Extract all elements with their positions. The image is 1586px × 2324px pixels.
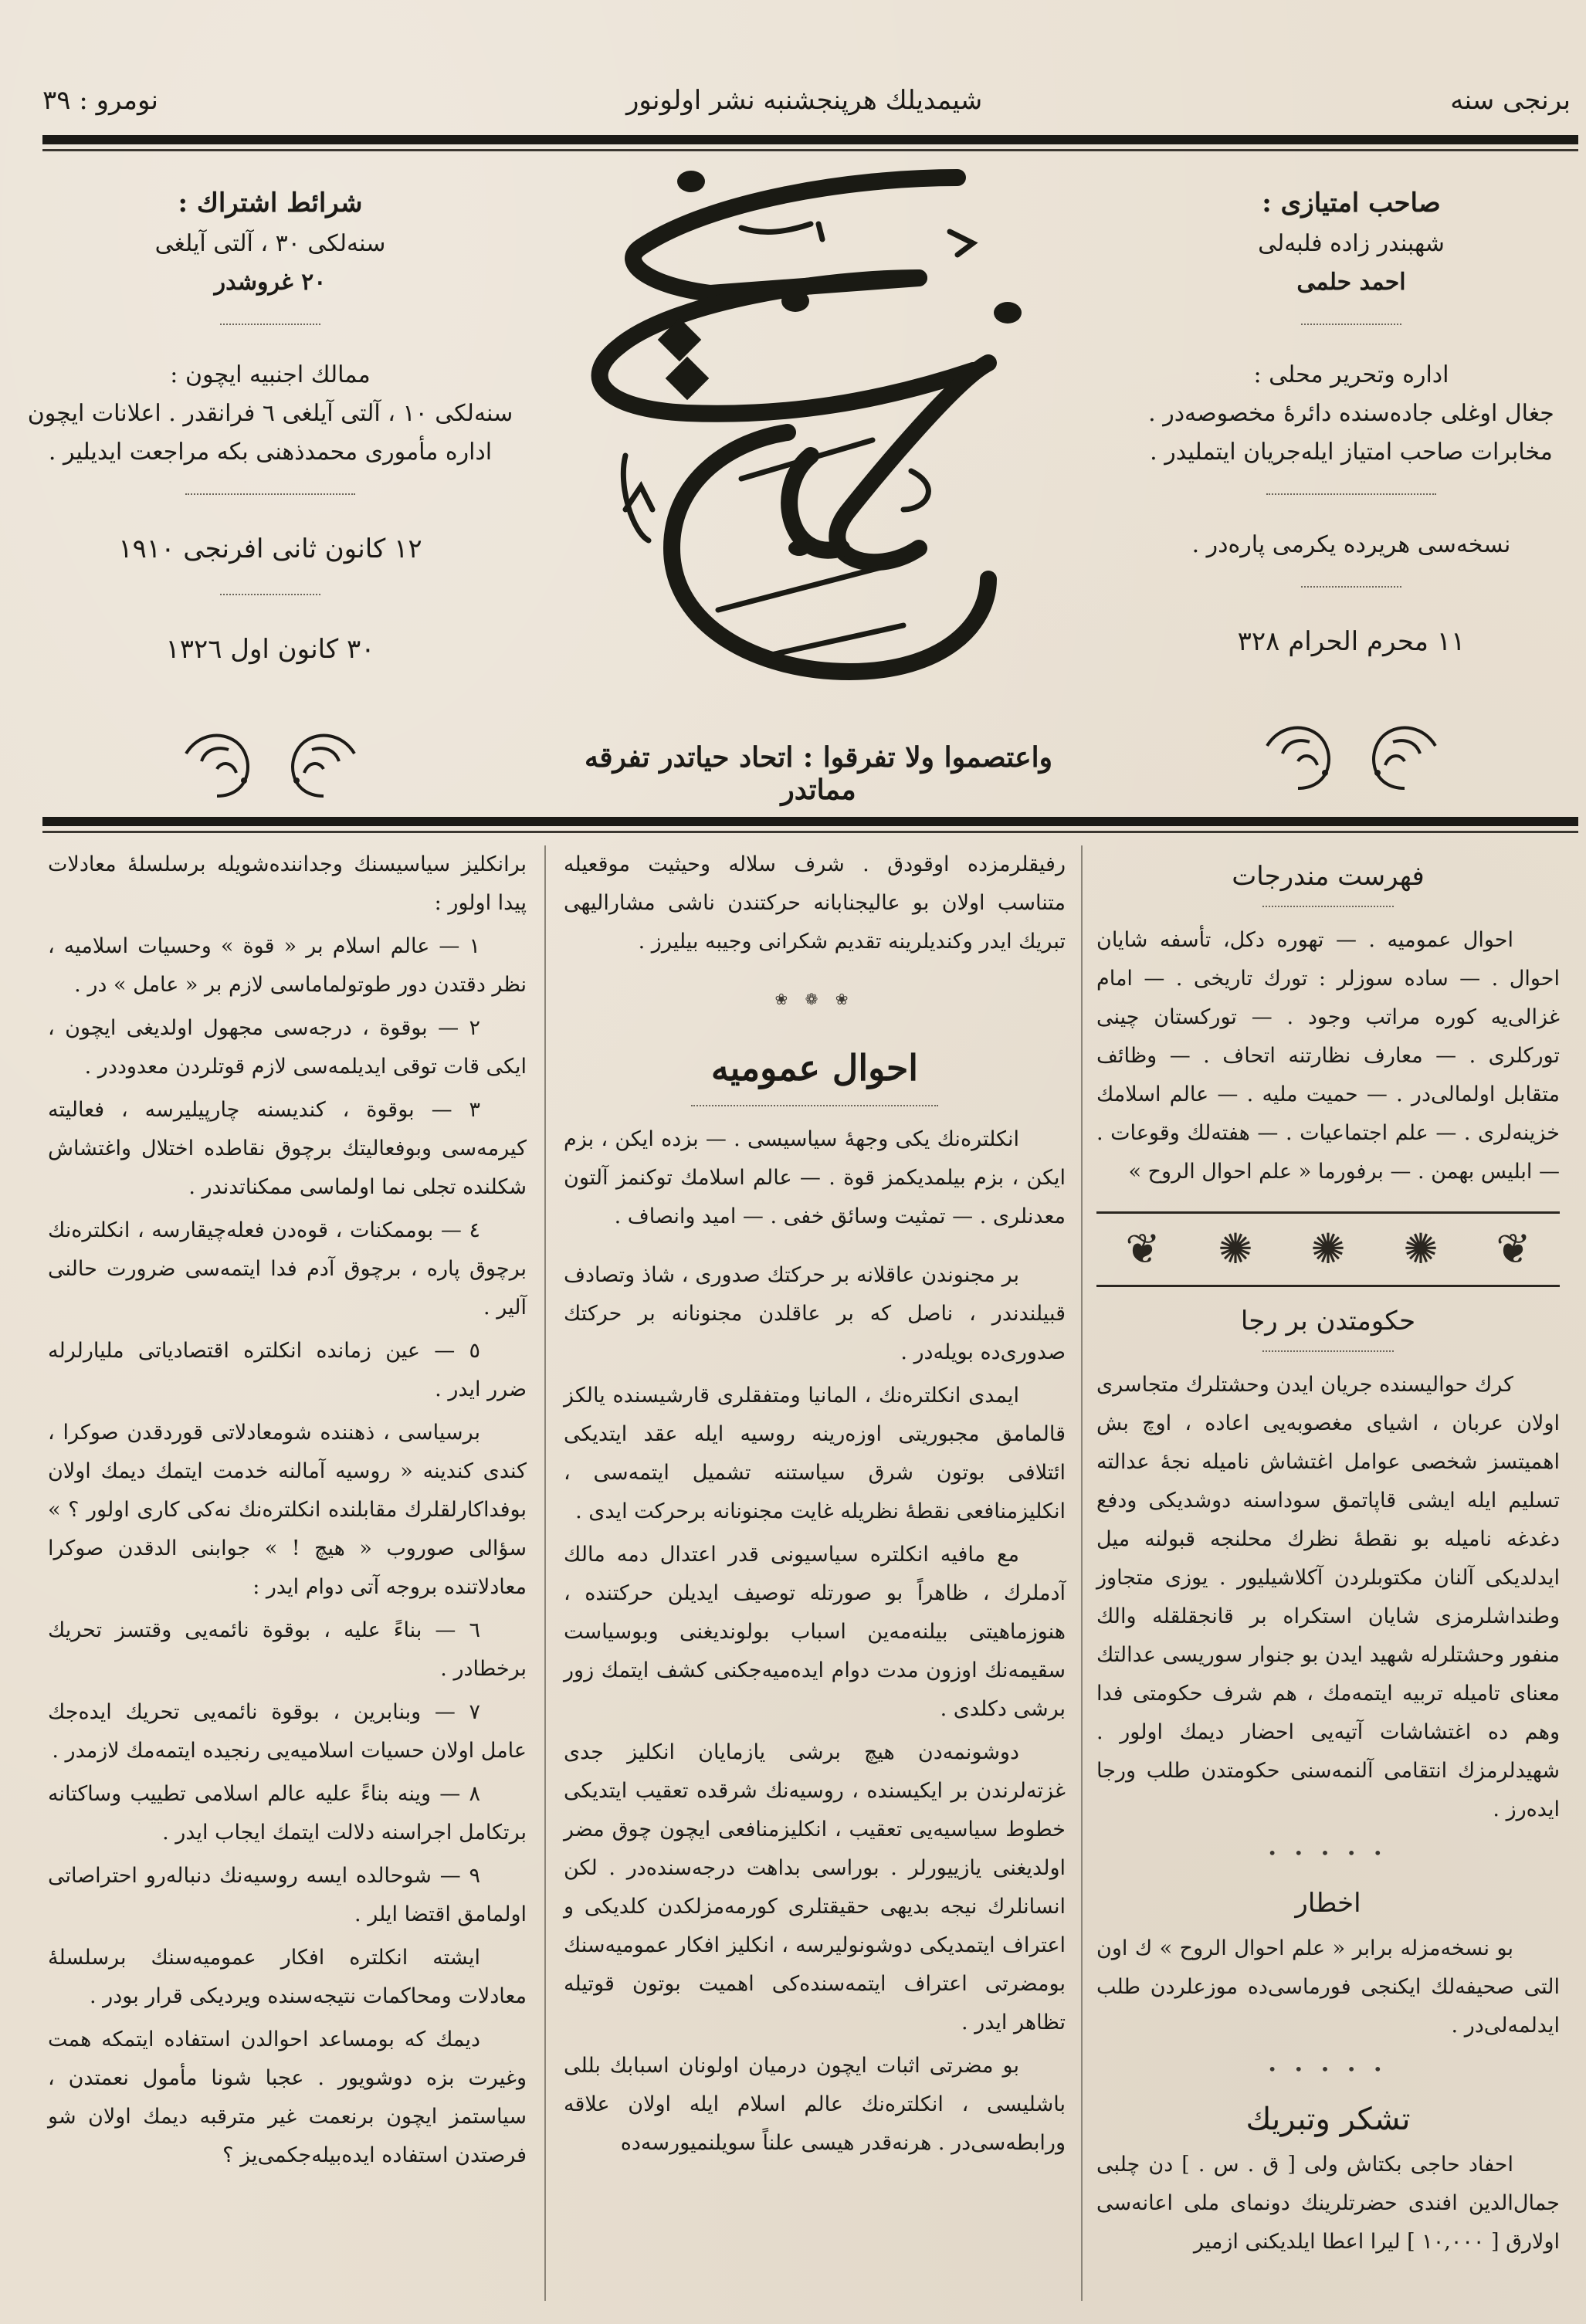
floral-separator: ❀ ❁ ❀ <box>774 990 855 1008</box>
column-right <box>1096 845 1560 2266</box>
column-left <box>48 845 527 2180</box>
masthead-logo <box>541 147 1050 706</box>
hijri-date: ١١ محرم الحرام ٣٢٨ <box>1237 626 1466 657</box>
header-rule-thick <box>42 135 1578 144</box>
masthead-subscription-block <box>15 181 525 804</box>
masthead-motto: واعتصموا ولا تفرقوا : اتحاد حیاتدر تفرقه مماتدر <box>585 741 1052 806</box>
article-title: حكومتدن بر رجا <box>1240 1306 1416 1336</box>
floral-banner-ornament <box>1096 1211 1560 1287</box>
subscription-line-2: ٢٠ غروشدر <box>214 269 327 296</box>
foreign-heading: ممالك اجنبیه ایچون : <box>170 361 371 388</box>
issue-number: نومرو : ٣٩ <box>42 85 159 116</box>
intro-text: برانكلیز سیاسیسنك وجداننده‌شویله برسلسلۀ معادلات پیدا اولور : <box>48 852 527 915</box>
owner-name: احمد حلمی <box>1296 269 1406 296</box>
flourish-icon: ❦ <box>1496 1225 1531 1273</box>
thanks-text: احفاد حاجی بكتاش ولی [ ق . س . ] دن چلبی جمال‌الدین افندی حضرتلرینك دونمای ملی اعانه‌سی اولارق [ ١٠,٠٠٠ ] لیرا اعطا ایلدیكنی ازمیر <box>1096 2153 1560 2254</box>
divider-ornament <box>1262 903 1394 907</box>
paragraph: بو مضرتی اثبات ایچون درمیان اولونان اسبابك بللی باشلیسی ، انكلتره‌نك عالم اسلام ایله اولان علاقه ورابطه‌سی‌در . هرنه‌قدر هیسی علناً سویلنمیورسه‌ده <box>564 2054 1066 2155</box>
dots-separator: • • • • • <box>1267 1844 1389 1862</box>
column-middle <box>564 845 1066 2167</box>
numbered-point: ٣ — بوقوة ، كندیسنه چارپیلیرسه ، فعالیته كیرمه‌سی وبوفعالیتك برچوق نقاطده اختلال واغتشاش شكلنده تجلی نما اولماسی ممكناتدندر . <box>48 1098 527 1199</box>
office-line-2: مخابرات صاحب امتیاز ایله‌جریان ایتملیدر . <box>1150 439 1553 466</box>
numbered-point: ٤ — بوممكنات ، قوه‌دن فعله‌چیقارسه ، انكلتره‌نك برچوق پاره ، برچوق آدم فدا ایتمه‌سی ضرورت حالنی آلیر . <box>48 1218 527 1320</box>
paragraph: ایشته انكلتره افكار عمومیه‌سنك برسلسلۀ معادلات ومحاكمات نتیجه‌سنده ویردیكی قرار بودر . <box>48 1946 527 2008</box>
owner-heading: صاحب امتیازی : <box>1262 188 1441 219</box>
scroll-ornament-icon <box>1256 719 1340 796</box>
paragraph: دوشونمه‌دن هیچ برشی یازمایان انكلیز جدی غزته‌لرندن بر ایكیسنده ، روسیه‌نك شرقده تعقیب ایتدیكی خطوط سیاسیه‌یی تعقیب ، انكلیزمنافعی ایچون چوق مضر اولدیغنی یازییورلر . بوراسی بداهت درجه‌سنده‌در . لكن انسانلرك نیجه بدیهی حقیقتلری كورمه‌مزلكدن كلدیكی و اعتراف ایتمدیكی دوشونولیرسه ، انكلیز افكار عمومیه‌سنك بومضرتی اعتراف ایتمه‌سنده‌كی اهمیت بوتون قوتیله تظاهر ایدر . <box>564 1740 1066 2034</box>
flower-icon: ✺ <box>1403 1225 1439 1273</box>
divider-squiggle <box>1301 581 1401 588</box>
divider-dotted <box>691 1102 938 1106</box>
subscription-heading: شرائط اشتراك : <box>178 188 363 219</box>
paragraph: دیمك كه بومساعد احوالدن استفاده ایتمكه همت وغیرت بزه دوشویور . عجبا شونا مأمول نعمتدن ، سیاستمز ایچون برنعمت غیر مترقبه دیمك اولان شو فرصتدن استفاده ایده‌بیله‌جكمی‌یز ؟ <box>48 2028 527 2167</box>
paragraph: برسیاسی ، ذهننده شومعادلاتی قوردقدن صوكرا ، كندی كندینه « روسیه آمالنه خدمت ایتمك دیمك اولان بوفداكارلقلرك مقابلنده انكلتره‌نك نه‌كی كاری اولور ؟ » سؤالی صوروب « هیچ ! » جوابنی الدقدن صوكرا معادلاتنده بروجه آتی دوام ایدر : <box>48 1421 527 1599</box>
paragraph: ایمدی انكلتره‌نك ، المانیا ومتفقلری قارشیسنده یالكز قالمامق مجبوریتی اوزه‌رینه روسیه ایله عقد ایتدیكی ائتلافی بوتون شرق سیاستنه تشمیل ایتمه‌سی ، انكلیزمنافعی نقطۀ نظریله غایت مجنونانه برحركت ایدی . <box>564 1384 1066 1523</box>
dots-separator: • • • • • <box>1267 2060 1389 2078</box>
divider-squiggle <box>185 489 355 495</box>
foreign-line-2: اداره مأموری محمدذهنی بكه مراجعت ایدیلیر . <box>48 439 493 466</box>
hikmet-calligraphy-logo <box>556 147 1035 703</box>
numbered-point: ٢ — بوقوة ، درجه‌سی مجهول اولدیغی ایچون ، ایكی قات توقی ایدیلمه‌سی لازم قوتلردن معدوددر . <box>48 1016 527 1079</box>
year-label: برنجی سنه <box>1450 85 1571 116</box>
thanks-title: تشكر وتبریك <box>1245 2102 1411 2137</box>
column-divider <box>1081 845 1083 2301</box>
paragraph: بر مجنوندن عاقلانه بر حركتك صدوری ، شاذ وتصادف قبیلندندر ، ناصل كه بر عاقلدن مجنونانه بر حركتك صدوری‌ده بویله‌در . <box>564 1263 1066 1364</box>
numbered-point: ١ — عالم اسلام بر « قوة » وحسیات اسلامیه ، نظر دقتدن دور طوتولماماسی لازم بر « عامل » در . <box>48 934 527 997</box>
numbered-point: ٥ — عین زمانده انكلتره اقتصادیاتی ملیارلرله ضرر ایدر . <box>48 1339 527 1401</box>
notice-text: بو نسخه‌مزله برابر « علم احوال الروح » ك اون التی صحیفه‌لك ایكنجی فورماسی‌ده موزعلردن طلب ایدلمه‌لی‌در . <box>1096 1936 1560 2038</box>
numbered-point: ٨ — وینه بناءً علیه عالم اسلامی تطییب وساكتانه برتكامل اجراسنه دلالت ایتمك ایجاب ایدر . <box>48 1782 527 1845</box>
divider-squiggle <box>1262 1347 1394 1352</box>
owner-line-1: شهبندر زاده فلبه‌لی <box>1258 230 1445 257</box>
intro-text: رفیقلرمزده اوقودق . شرف سلاله وحیثیت موقعیله متناسب اولان بو عالیجنابانه حركتندن ناشی مشارالیهی تبریك ایدر وكندیلرینه تقدیم شكرانی وجیبه بیلیرز . <box>564 852 1066 954</box>
scroll-ornament-icon <box>281 727 366 804</box>
section-summary: انكلتره‌نك یكی وجهۀ سیاسیسی . — بزده ایكن ، بزم ایكن ، بزم بیلمدیكمز قوة . — عالم اسلامك توكنمز آلتون معدنلری . — تمثیت وسائق خفی . — امید وانصاف . <box>564 1127 1066 1228</box>
rumi-date: ٣٠ كانون اول ١٣٢٦ <box>165 634 375 665</box>
flower-icon: ✺ <box>1218 1225 1253 1273</box>
numbered-point: ٦ — بناءً علیه ، بوقوة نائمه‌یی وقتسز تحریك برخطادر . <box>48 1618 527 1681</box>
numbered-point: ٩ — شوحالده ایسه روسیه‌نك دنباله‌رو احتراصاتی اولمامق اقتضا ایلر . <box>48 1864 527 1926</box>
numbered-point: ٧ — وبنابرین ، بوقوة نائمه‌یی تحریك ایده‌جك عامل اولان حسیات اسلامیه‌یی رنجیده ایتمه‌مك لازمدر . <box>48 1700 527 1763</box>
article-text: كرك حوالیسنده جریان ایدن وحشتلرك متجاسری اولان عربان ، اشیای مغصوبه‌یی اعاده ، اوچ بش اهمیتسز شخصی عوامل اغتشاش نامیله نجۀ عدالته تسلیم ایله ایشی قاپاتمق سوداسنه دوشدیكی ودفع دغدغه نامیله بو نقطۀ نظرك محلنجه قبولنه میل ایدلدیكی آلنان مكتوبلردن آكلاشیلیور . یوزی متجاوز وطنداشلرمزی شایان استكراه بر قانجقلقله والك منفور وحشتلرله شهید ایدن بو جنوار سوریسی عدالتك معنای تامیله تربیه ایتمه‌مك ، هم شرف حكومتی فدا وهم ده اغتشاشات آتیه‌یی احضار دیمك اولور . شهیدلرمزك انتقامی آلنمه‌سنی حكومتدن طلب ورجا ایده‌رز . <box>1096 1373 1560 1821</box>
flourish-icon: ❦ <box>1125 1225 1161 1273</box>
section-title: احوال عمومیه <box>710 1047 919 1089</box>
scroll-ornament-icon <box>175 727 259 804</box>
office-heading: اداره وتحریر محلی : <box>1253 361 1449 388</box>
paragraph: مع مافیه انكلتره سیاسیونی قدر اعتدال دمه مالك آدملرك ، ظاهراً بو صورتله توصیف ایدیلن حركتنده ، هنوزماهیتی بیلنه‌مه‌ین اسباب بولوندیغنی وبوسیاست سقیمه‌نك اوزون مدت دوام ایده‌میه‌جكنی كشف ایتمك زور برشی دكلدی . <box>564 1543 1066 1721</box>
notice-title: اخطار <box>1295 1888 1361 1919</box>
divider-squiggle <box>220 589 320 595</box>
scroll-ornament-pair <box>1135 719 1567 796</box>
gregorian-date: ١٢ كانون ثانی افرنجی ١٩١٠ <box>118 534 422 564</box>
scroll-ornament-pair <box>15 727 525 804</box>
toc-title: فهرست مندرجات <box>1232 861 1425 892</box>
scroll-ornament-icon <box>1362 719 1447 796</box>
foreign-line-1: سنه‌لكی ١٠ ، آلتی آیلغی ٦ فرانقدر . اعلانات ایچون <box>27 400 513 427</box>
masthead-owner-block <box>1135 181 1567 796</box>
masthead-rule-thin <box>42 831 1578 833</box>
column-divider <box>544 845 546 2301</box>
toc-text: احوال عمومیه . — تهوره دكل، تأسفه شایان احوال . — ساده سوزلر : تورك تاریخی . — امام غزالی‌یه كوره مراتب وجود . — توركستان چینی توركلری . — معارف نظارتنه اتحاف . — وظائف متقابل اولمالی‌در . — حمیت ملیه . — عالم اسلامك خزینه‌لری . — علم اجتماعیات . — هفته‌لك وقوعات . — ابلیس بهمن . — برفورما « علم احوال الروح » <box>1096 928 1560 1184</box>
divider-squiggle <box>1266 489 1436 495</box>
divider-squiggle <box>220 319 320 325</box>
flower-icon: ✺ <box>1310 1225 1346 1273</box>
masthead-rule-thick <box>42 817 1578 826</box>
divider-squiggle <box>1301 319 1401 325</box>
office-line-1: جغال اوغلی جاده‌سنده دائرۀ مخصوصه‌در . <box>1148 400 1554 427</box>
publication-frequency: شیمدیلك هرپنجشنبه نشر اولونور <box>625 85 983 116</box>
subscription-line-1: سنه‌لكی ٣٠ ، آلتی آیلغی <box>154 230 386 257</box>
top-header <box>42 73 1571 127</box>
issue-price: نسخه‌سی هریرده یكرمی پاره‌در . <box>1191 531 1511 558</box>
